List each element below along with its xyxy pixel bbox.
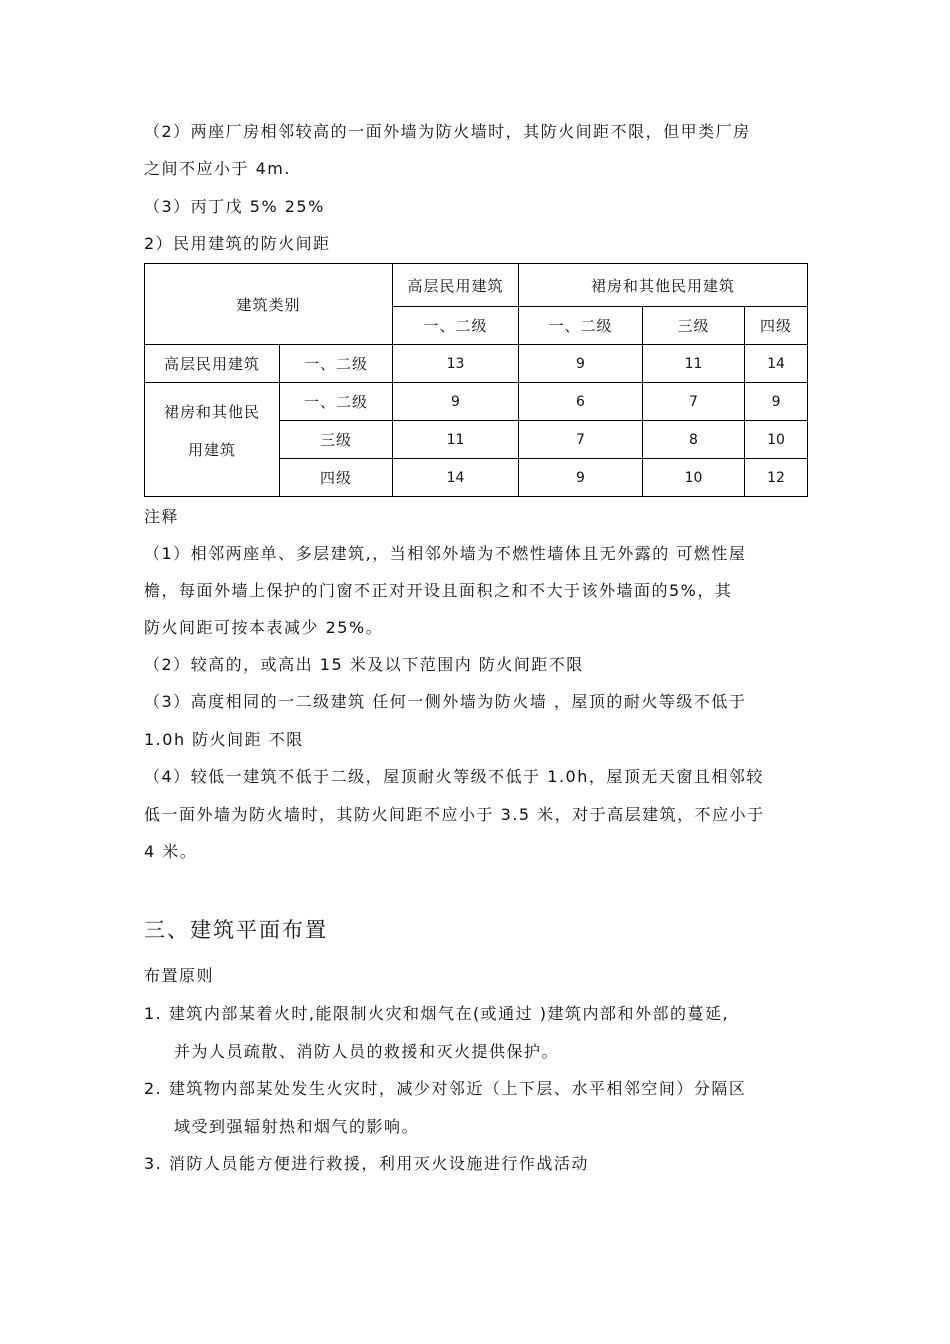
row-label-highrise: 高层民用建筑 (145, 345, 280, 383)
list-item-3: 3. 消防人员能方便进行救援，利用灭火设施进行作战活动 (144, 1154, 589, 1173)
subheader-grade3: 三级 (643, 307, 745, 345)
section-heading: 三、建筑平面布置 (144, 918, 328, 942)
row-grade: 三级 (280, 421, 393, 459)
list-item-1-line-2: 并为人员疏散、消防人员的救援和灭火提供保护。 (174, 1042, 560, 1061)
note-2: （2）较高的，或高出 15 米及以下范围内 防火间距不限 (144, 655, 584, 674)
row-grade: 一、二级 (280, 383, 393, 421)
header-highrise: 高层民用建筑 (393, 264, 519, 307)
cell-value: 7 (519, 421, 643, 459)
note-1-line-3: 防火间距可按本表减少 25%。 (144, 618, 384, 637)
cell-value: 9 (519, 459, 643, 497)
note-3-line-1: （3）高度相同的一二级建筑 任何一侧外墙为防火墙 ，屋顶的耐火等级不低于 (144, 692, 747, 711)
table-row (145, 383, 808, 421)
cell-value: 10 (643, 459, 745, 497)
row-grade: 一、二级 (280, 345, 393, 383)
subheader-grade12-highrise: 一、二级 (393, 307, 519, 345)
note-1-line-1: （1）相邻两座单、多层建筑,，当相邻外墙为不燃性墙体且无外露的 可燃性屋 (144, 544, 747, 563)
cell-value: 13 (393, 345, 519, 383)
cell-value: 14 (393, 459, 519, 497)
list-item-2-line-1: 2. 建筑物内部某处发生火灾时，减少对邻近（上下层、水平相邻空间）分隔区 (144, 1079, 747, 1098)
cell-value: 14 (745, 345, 808, 383)
table-row (145, 345, 808, 383)
subheader-grade12-podium: 一、二级 (519, 307, 643, 345)
row-label-podium-line-1: 裙房和其他民 (163, 403, 260, 421)
cell-value: 9 (519, 345, 643, 383)
fire-distance-table (144, 263, 808, 497)
row-label-podium (145, 383, 280, 497)
intro-line-3: （3）丙丁戊 5% 25% (144, 197, 325, 216)
header-podium: 裙房和其他民用建筑 (519, 264, 808, 307)
row-grade: 四级 (280, 459, 393, 497)
row-label-podium-line-2: 用建筑 (187, 441, 236, 459)
cell-value: 6 (519, 383, 643, 421)
notes-title: 注释 (144, 507, 180, 526)
cell-value: 12 (745, 459, 808, 497)
header-category: 建筑类别 (145, 264, 393, 345)
cell-value: 7 (643, 383, 745, 421)
cell-value: 11 (393, 421, 519, 459)
cell-value: 10 (745, 421, 808, 459)
section-subheading: 布置原则 (144, 966, 215, 985)
note-4-line-1: （4）较低一建筑不低于二级，屋顶耐火等级不低于 1.0h，屋顶无天窗且相邻较 (144, 767, 764, 786)
cell-value: 11 (643, 345, 745, 383)
list-item-1-line-1: 1. 建筑内部某着火时,能限制火灾和烟气在(或通过 )建筑内部和外部的蔓延, (144, 1004, 730, 1023)
note-4-line-3: 4 米。 (144, 842, 198, 861)
cell-value: 9 (393, 383, 519, 421)
note-3-line-2: 1.0h 防火间距 不限 (144, 730, 304, 749)
subheader-grade4: 四级 (745, 307, 808, 345)
intro-line-1: （2）两座厂房相邻较高的一面外墙为防火墙时，其防火间距不限，但甲类厂房 (144, 122, 751, 141)
cell-value: 8 (643, 421, 745, 459)
note-4-line-2: 低一面外墙为防火墙时，其防火间距不应小于 3.5 米，对于高层建筑，不应小于 (144, 805, 765, 824)
list-item-2-line-2: 域受到强辐射热和烟气的影响。 (174, 1117, 420, 1136)
cell-value: 9 (745, 383, 808, 421)
note-1-line-2: 檐，每面外墙上保护的门窗不正对开设且面积之和不大于该外墙面的5%，其 (144, 581, 733, 600)
intro-line-2: 之间不应小于 4m. (144, 159, 291, 178)
intro-line-4: 2）民用建筑的防火间距 (144, 234, 331, 253)
